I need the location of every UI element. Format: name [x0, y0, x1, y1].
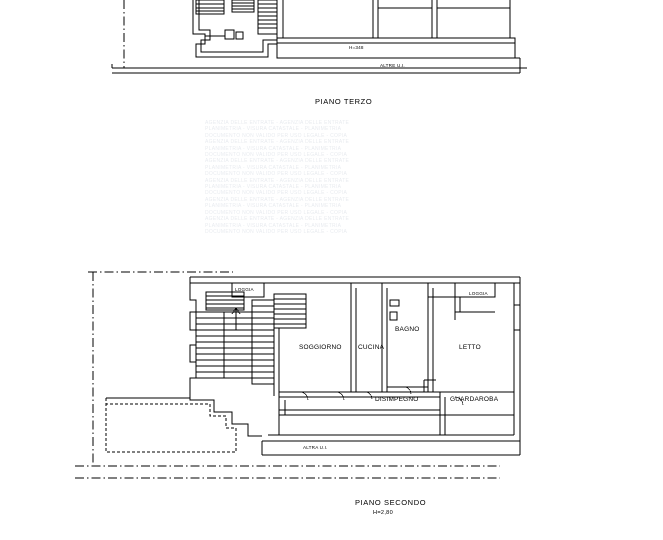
watermark-line: AGENZIA DELLE ENTRATE - AGENZIA DELLE ENTRATE: [205, 120, 350, 126]
watermark-line: AGENZIA DELLE ENTRATE - AGENZIA DELLE ENTRATE: [205, 196, 350, 203]
watermark-line: PLANIMETRIA - VISURA CATASTALE - PLANIMETRIA: [205, 126, 342, 133]
room-label-bagno: BAGNO: [395, 326, 420, 333]
piano-terzo-drawing: [112, 0, 527, 73]
piano-terzo-other-unit-note: ALTRE U.I.: [380, 63, 405, 68]
watermark-line: AGENZIA DELLE ENTRATE - AGENZIA DELLE ENTRATE: [205, 139, 350, 146]
room-label-loggia-left: LOGGIA: [235, 287, 254, 292]
piano-secondo-title: PIANO SECONDO: [355, 498, 427, 507]
room-label-letto: LETTO: [459, 344, 481, 351]
room-label-loggia-right: LOGGIA: [469, 291, 488, 296]
piano-terzo-title: PIANO TERZO: [315, 97, 373, 106]
watermark-line: PLANIMETRIA - VISURA CATASTALE - PLANIMETRIA: [205, 203, 342, 210]
watermark-line: AGENZIA DELLE ENTRATE - AGENZIA DELLE ENTRATE: [205, 177, 350, 184]
piano-terzo-height-note: H=348: [349, 45, 364, 50]
watermark-line: PLANIMETRIA - VISURA CATASTALE - PLANIMETRIA: [205, 164, 342, 171]
watermark-block: [205, 120, 455, 235]
room-label-guardaroba: GUARDAROBA: [450, 396, 499, 403]
watermark-line: PLANIMETRIA - VISURA CATASTALE - PLANIMETRIA: [205, 145, 342, 152]
room-label-disimpegno: DISIMPEGNO: [375, 396, 419, 403]
watermark-line: DOCUMENTO NON VALIDO PER USO LEGALE - COPIA: [205, 132, 348, 139]
piano-secondo-height-note: H=2,80: [373, 510, 393, 516]
piano-secondo-drawing: [75, 272, 520, 478]
room-label-soggiorno: SOGGIORNO: [299, 344, 342, 351]
watermark-line: DOCUMENTO NON VALIDO PER USO LEGALE - COPIA: [205, 228, 348, 235]
piano-secondo-other-unit-note: ALTRA U.I.: [303, 445, 328, 450]
watermark-line: DOCUMENTO NON VALIDO PER USO LEGALE - COPIA: [205, 209, 348, 216]
watermark-line: AGENZIA DELLE ENTRATE - AGENZIA DELLE ENTRATE: [205, 216, 350, 223]
room-label-cucina: CUCINA: [358, 344, 385, 351]
watermark-line: PLANIMETRIA - VISURA CATASTALE - PLANIMETRIA: [205, 222, 342, 229]
watermark-line: DOCUMENTO NON VALIDO PER USO LEGALE - COPIA: [205, 171, 348, 178]
watermark-line: AGENZIA DELLE ENTRATE - AGENZIA DELLE ENTRATE: [205, 158, 350, 165]
watermark-line: DOCUMENTO NON VALIDO PER USO LEGALE - COPIA: [205, 152, 348, 159]
watermark-line: PLANIMETRIA - VISURA CATASTALE - PLANIMETRIA: [205, 184, 342, 191]
watermark-line: DOCUMENTO NON VALIDO PER USO LEGALE - COPIA: [205, 190, 348, 197]
